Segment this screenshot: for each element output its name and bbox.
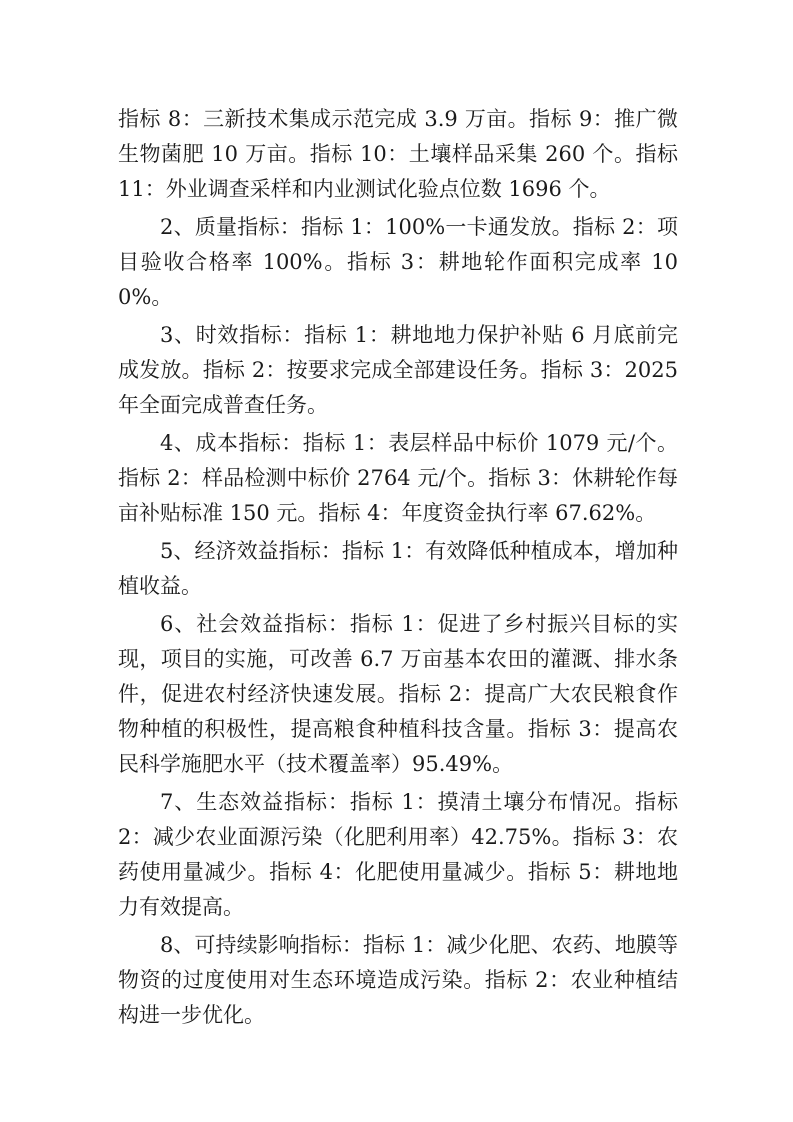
paragraph-social-benefit-indicators: 6、社会效益指标：指标 1：促进了乡村振兴目标的实现，项目的实施，可改善 6.7 万亩基本农田的灌溉、排水条件，促进农村经济快速发展。指标 2：提高广大农民粮食作物种植的积极性，提高粮食种植科技含量。指标 3：提高农民科学施肥水平（技术覆盖率）95.49%。: [118, 612, 678, 776]
paragraph-economic-benefit-indicators: 5、经济效益指标：指标 1：有效降低种植成本，增加种植收益。: [118, 539, 678, 598]
paragraph-indicators-continued: 指标 8：三新技术集成示范完成 3.9 万亩。指标 9：推广微生物菌肥 10 万亩。指标 10：土壤样品采集 260 个。指标 11：外业调查采样和内业测试化验点位数 1696 个。: [118, 107, 678, 201]
paragraph-sustainability-indicators: 8、可持续影响指标：指标 1：减少化肥、农药、地膜等物资的过度使用对生态环境造成污染。指标 2：农业种植结构进一步优化。: [118, 933, 678, 1027]
paragraph-cost-indicators: 4、成本指标：指标 1：表层样品中标价 1079 元/个。指标 2：样品检测中标价 2764 元/个。指标 3：休耕轮作每亩补贴标准 150 元。指标 4：年度资金执行率 67.62%。: [118, 431, 678, 525]
paragraph-timeliness-indicators: 3、时效指标：指标 1：耕地地力保护补贴 6 月底前完成发放。指标 2：按要求完成全部建设任务。指标 3：2025 年全面完成普查任务。: [118, 323, 678, 417]
paragraph-ecological-benefit-indicators: 7、生态效益指标：指标 1：摸清土壤分布情况。指标 2：减少农业面源污染（化肥利用率）42.75%。指标 3：农药使用量减少。指标 4：化肥使用量减少。指标 5：耕地地力有效提高。: [118, 790, 678, 919]
document-body: [118, 102, 678, 1036]
paragraph-quality-indicators: 2、质量指标：指标 1：100%一卡通发放。指标 2：项目验收合格率 100%。指标 3：耕地轮作面积完成率 100%。: [118, 215, 678, 309]
